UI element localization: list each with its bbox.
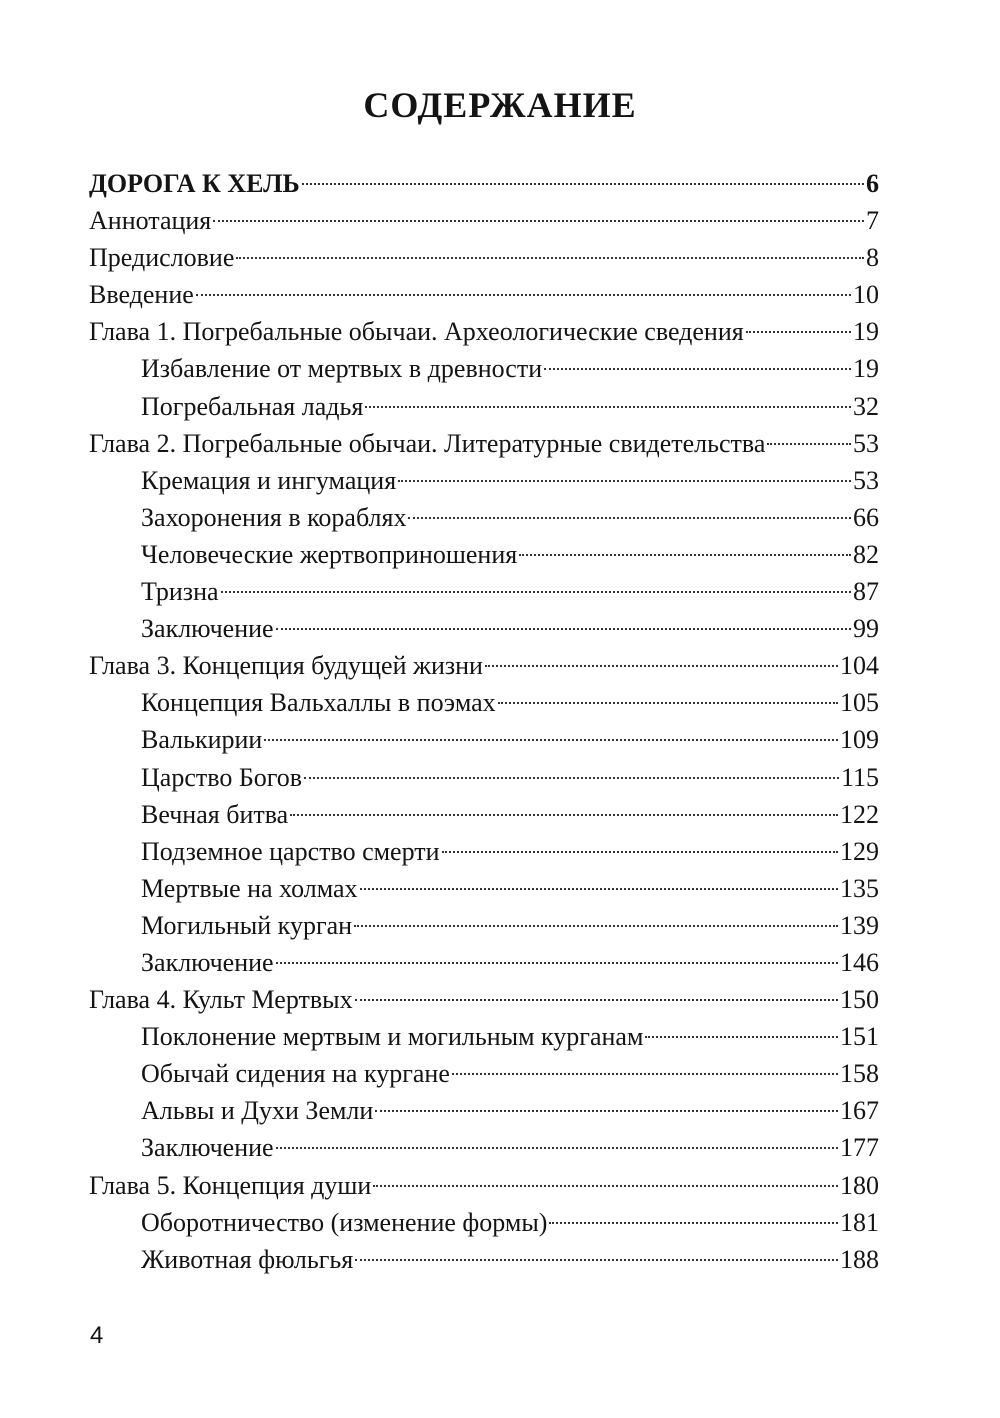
toc-entry[interactable]: [89, 1092, 879, 1129]
toc-entry-title: Тризна: [141, 577, 219, 607]
toc-entry[interactable]: [89, 833, 879, 870]
toc-entry[interactable]: [89, 350, 879, 387]
toc-entry-page: 181: [840, 1207, 879, 1237]
toc-entry-page: 53: [853, 465, 879, 495]
dot-leader: [355, 1259, 838, 1261]
toc-entry-page: 188: [840, 1244, 879, 1274]
toc-entry[interactable]: [89, 1018, 879, 1055]
dot-leader: [236, 257, 864, 259]
toc-entry-title: Поклонение мертвым и могильным курганам: [141, 1022, 644, 1052]
toc-entry-page: 82: [853, 539, 879, 569]
toc-entry[interactable]: [89, 499, 879, 536]
toc-entry[interactable]: [89, 1204, 879, 1241]
toc-entry-title: Аннотация: [89, 206, 212, 236]
toc-entry-page: 180: [840, 1170, 879, 1200]
dot-leader: [746, 331, 851, 333]
toc-entry-page: 177: [840, 1133, 879, 1163]
toc-entry-title: Глава 2. Погребальные обычаи. Литературные свидетельства: [89, 428, 766, 458]
page-number: 4: [90, 1322, 104, 1349]
toc-entry-page: 158: [840, 1059, 879, 1089]
dot-leader: [360, 888, 838, 890]
toc-entry-page: 66: [853, 502, 879, 532]
toc-entry-page: 32: [853, 391, 879, 421]
toc-entry-title: Человеческие жертвоприношения: [141, 539, 518, 569]
toc-entry-title: Глава 4. Культ Мертвых: [89, 985, 353, 1015]
toc-entry[interactable]: [89, 462, 879, 499]
toc-entry[interactable]: [89, 276, 879, 313]
toc-entry-page: 87: [853, 577, 879, 607]
toc-entry-title: Концепция Вальхаллы в поэмах: [141, 688, 496, 718]
toc-entry[interactable]: [89, 388, 879, 425]
dot-leader: [365, 406, 851, 408]
toc-entry-title: Захоронения в кораблях: [141, 502, 407, 532]
toc-entry-title: Глава 3. Концепция будущей жизни: [89, 651, 483, 681]
dot-leader: [276, 628, 851, 630]
toc-entry-title: Заключение: [141, 614, 274, 644]
dot-leader: [264, 739, 838, 741]
toc-entry-title: ДОРОГА К ХЕЛЬ: [89, 169, 300, 198]
toc-entry-page: 7: [866, 206, 879, 236]
toc-entry-page: 104: [840, 651, 879, 681]
toc-entry-title: Царство Богов: [141, 762, 303, 792]
toc-entry-title: Избавление от мертвых в древности: [141, 354, 543, 384]
dot-leader: [375, 1110, 838, 1112]
dot-leader: [213, 220, 864, 222]
toc-entry[interactable]: [89, 759, 879, 796]
toc-entry-page: 129: [840, 836, 879, 866]
toc-entry[interactable]: [89, 573, 879, 610]
toc-entry-page: 19: [853, 317, 879, 347]
dot-leader: [354, 925, 838, 927]
toc-entry-title: Могильный курган: [141, 910, 353, 940]
toc-entry-page: 151: [840, 1022, 879, 1052]
toc-entry-page: 115: [840, 762, 879, 792]
dot-leader: [767, 443, 851, 445]
toc-entry-page: 6: [866, 169, 879, 198]
toc-entry[interactable]: [89, 536, 879, 573]
toc-entry-title: Глава 5. Концепция души: [89, 1170, 372, 1200]
dot-leader: [221, 591, 851, 593]
toc-entry[interactable]: [89, 870, 879, 907]
dot-leader: [498, 702, 838, 704]
toc-entry[interactable]: [89, 647, 879, 684]
toc-entry[interactable]: [89, 1241, 879, 1278]
toc-entry[interactable]: [89, 1167, 879, 1204]
toc-entry[interactable]: [89, 610, 879, 647]
toc-entry[interactable]: [89, 907, 879, 944]
dot-leader: [485, 665, 838, 667]
toc-entry-page: 109: [840, 725, 879, 755]
toc-entry-title: Оборотничество (изменение формы): [141, 1207, 548, 1237]
toc-entry-page: 135: [840, 873, 879, 903]
toc-entry[interactable]: [89, 684, 879, 721]
toc-entry-title: Подземное царство смерти: [141, 836, 440, 866]
toc-entry-title: Заключение: [141, 947, 274, 977]
toc-entry-title: Обычай сидения на кургане: [141, 1059, 450, 1089]
table-of-contents: [89, 165, 879, 1278]
toc-entry-title: Вечная битва: [141, 799, 289, 829]
toc-entry-page: 53: [853, 428, 879, 458]
toc-entry-title: Предисловие: [89, 243, 235, 273]
toc-entry[interactable]: [89, 721, 879, 758]
toc-entry-page: 99: [853, 614, 879, 644]
toc-entry-page: 10: [853, 280, 879, 310]
toc-entry[interactable]: [89, 1129, 879, 1166]
dot-leader: [355, 999, 838, 1001]
toc-entry[interactable]: [89, 425, 879, 462]
dot-leader: [276, 1147, 838, 1149]
toc-entry[interactable]: [89, 944, 879, 981]
dot-leader: [304, 777, 839, 779]
toc-entry-title: Альвы и Духи Земли: [141, 1096, 374, 1126]
page-title: СОДЕРЖАНИЕ: [363, 85, 637, 125]
toc-entry[interactable]: [89, 1055, 879, 1092]
dot-leader: [302, 183, 864, 185]
toc-entry-page: 167: [840, 1096, 879, 1126]
toc-entry-title: Заключение: [141, 1133, 274, 1163]
dot-leader: [544, 368, 851, 370]
dot-leader: [373, 1185, 838, 1187]
toc-entry-title: Мертвые на холмах: [141, 873, 358, 903]
toc-entry-title: Глава 1. Погребальные обычаи. Археологические сведения: [89, 317, 744, 347]
toc-entry[interactable]: [89, 202, 879, 239]
toc-entry-page: 139: [840, 910, 879, 940]
toc-entry-page: 122: [840, 799, 879, 829]
toc-entry-title: Кремация и ингумация: [141, 465, 397, 495]
dot-leader: [276, 962, 838, 964]
toc-entry[interactable]: [89, 239, 879, 276]
toc-entry-title: Погребальная ладья: [141, 391, 364, 421]
dot-leader: [645, 1036, 838, 1038]
toc-entry-title: Валькирии: [141, 725, 263, 755]
toc-entry[interactable]: [89, 165, 879, 202]
toc-entry-page: 105: [840, 688, 879, 718]
dot-leader: [196, 294, 851, 296]
toc-entry-title: Введение: [89, 280, 194, 310]
toc-entry[interactable]: [89, 313, 879, 350]
dot-leader: [452, 1073, 838, 1075]
toc-entry-title: Животная фюльгья: [141, 1244, 354, 1274]
toc-entry[interactable]: [89, 981, 879, 1018]
dot-leader: [290, 814, 838, 816]
dot-leader: [398, 480, 851, 482]
toc-entry-page: 19: [853, 354, 879, 384]
toc-entry-page: 150: [840, 985, 879, 1015]
toc-entry-page: 146: [840, 947, 879, 977]
dot-leader: [442, 851, 838, 853]
toc-entry[interactable]: [89, 796, 879, 833]
dot-leader: [519, 554, 851, 556]
dot-leader: [549, 1222, 838, 1224]
toc-entry-page: 8: [866, 243, 879, 273]
dot-leader: [408, 517, 851, 519]
